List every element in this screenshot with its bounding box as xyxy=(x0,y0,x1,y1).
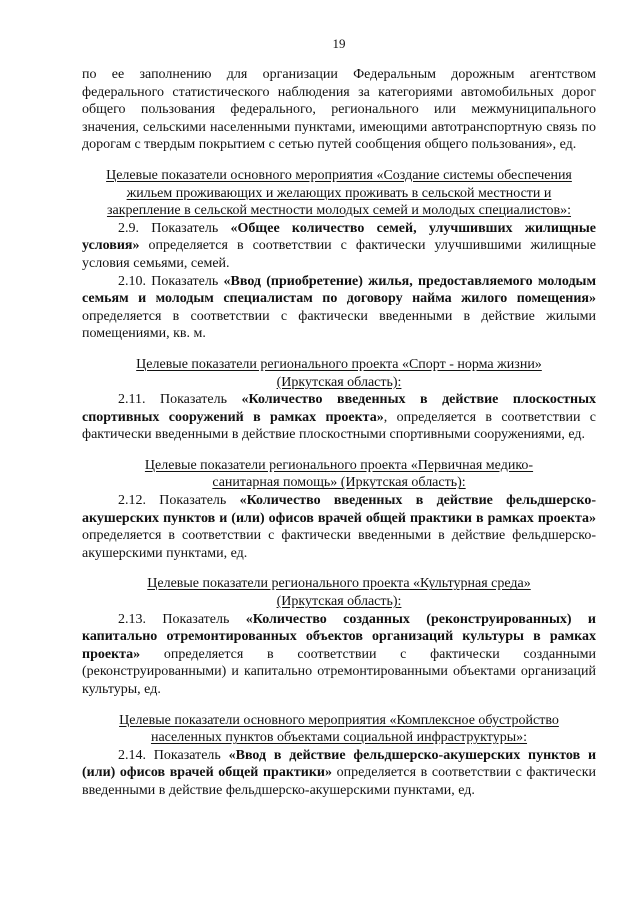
indicator-prefix: 2.11. Показатель xyxy=(118,392,242,408)
indicator-prefix: 2.13. Показатель xyxy=(118,611,246,627)
section-heading: Целевые показатели регионального проекта «Культурная среда» (Иркутская область): xyxy=(147,576,531,610)
section-sport xyxy=(82,356,596,444)
indicator-title: «Количество введенных в действие фельдшерско-акушерских пунктов и (или) офисов врачей общей практики в рамках проекта» xyxy=(82,493,596,526)
section-heading: Целевые показатели регионального проекта «Первичная медико-санитарная помощь» (Иркутская область): xyxy=(144,457,534,491)
indicator-prefix: 2.9. Показатель xyxy=(118,220,231,236)
indicator-prefix: 2.10. Показатель xyxy=(118,273,224,289)
indicator-description: , определяется в соответствии с фактически введенными в действие плоскостными спортивными сооружениями, ед. xyxy=(82,409,596,443)
indicator-description: определяется в соответствии с фактически введенными в действие фельдшерско-акушерскими пунктами, ед. xyxy=(82,528,596,561)
indicator-description: определяется в соответствии с фактически введенными в действие фельдшерско-акушерскими пунктами, ед. xyxy=(82,765,597,798)
indicator-title: «Количество созданных (реконструированных) и капитально отремонтированных объектов организаций культуры в рамках проекта» xyxy=(82,611,596,662)
indicator-description: определяется в соответствии с фактически улучшившими жилищные условия семьями, семей. xyxy=(82,238,596,271)
section-heading: Целевые показатели основного мероприятия «Создание системы обеспечения жильем проживающих и желающих проживать в сельской местности и закрепление в сельской местности молодых семей и молодых специалистов»: xyxy=(106,167,572,219)
indicator-title: «Количество введенных в действие плоскостных спортивных сооружений в рамках проекта» xyxy=(82,392,597,425)
page-number: 19 xyxy=(332,36,346,51)
indicator-prefix: 2.14. Показатель xyxy=(118,747,229,763)
indicator-description: определяется в соответствии с фактически созданными (реконструированными) и капитально отремонтированными объектами организаций культуры, ед. xyxy=(82,646,596,697)
indicator-2-9 xyxy=(82,220,596,273)
intro-paragraph: по ее заполнению для организации Федеральным дорожным агентством федерального статистического наблюдения за категориями автомобильных дорог общего пользования федерального, регионального или межмуниципального значения, сельскими населенными пунктами, имеющими автотранспортную связь по дорогам с твердым покрытием с сетью путей сообщения общего пользования», ед. xyxy=(82,67,596,153)
section-heading: Целевые показатели регионального проекта «Спорт - норма жизни» (Иркутская область): xyxy=(136,356,542,390)
indicator-2-12 xyxy=(82,492,596,562)
section-infrastructure xyxy=(82,712,596,800)
section-culture xyxy=(82,575,596,698)
indicator-title: «Ввод (приобретение) жилья, предоставляемого молодым семьям и молодым специалистам по договору найма жилого помещения» xyxy=(82,273,597,307)
indicator-title: «Общее количество семей, улучшивших жилищные условия» xyxy=(82,220,596,254)
indicator-description: определяется в соответствии с фактически введенными в действие жилыми помещениями, кв. м. xyxy=(82,308,596,342)
section-medical xyxy=(82,457,596,563)
indicator-2-13 xyxy=(82,611,596,699)
indicator-2-14 xyxy=(82,747,596,800)
indicator-2-10 xyxy=(82,273,596,343)
indicator-prefix: 2.12. Показатель xyxy=(118,493,240,509)
section-heading: Целевые показатели основного мероприятия «Комплексное обустройство населенных пунктов объектами социальной инфраструктуры»: xyxy=(119,712,559,746)
indicator-title: «Ввод в действие фельдшерско-акушерских пунктов и (или) офисов врачей общей практики» xyxy=(82,747,597,781)
indicator-2-11 xyxy=(82,391,596,444)
section-housing xyxy=(82,167,596,343)
